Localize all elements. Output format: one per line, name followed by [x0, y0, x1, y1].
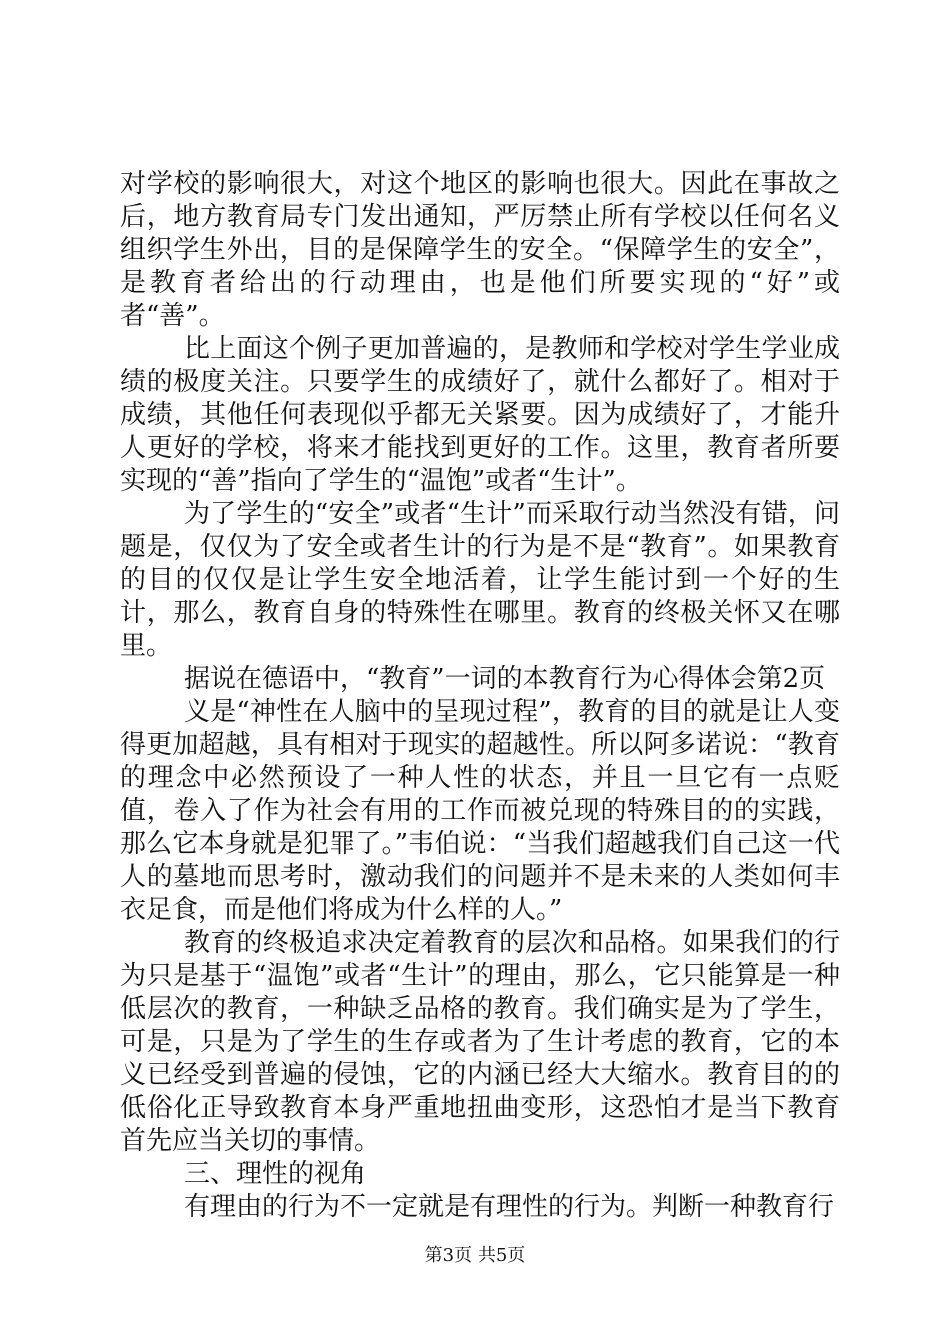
paragraph-7: 有理由的行为不一定就是有理性的行为。判断一种教育行: [184, 1192, 835, 1222]
paragraph-4: 据说在德语中，“教育”一词的本教育行为心得体会第2页: [184, 664, 826, 694]
page-footer: 第3页 共5页: [424, 1245, 526, 1266]
paragraph-2: 比上面这个例子更加普遍的，是教师和学校对学生学业成绩的极度关注。只要学生的成绩好了，就什么都好了。相对于成绩，其他任何表现似乎都无关紧要。因为成绩好了，才能升人更好的学校，将来才能找到更好的工作。这里，教育者所要实现的“善”指向了学生的“温饱”或者“生计”。: [120, 334, 840, 496]
paragraph-5: 义是“神性在人脑中的呈现过程”，教育的目的就是让人变得更加超越，具有相对于现实的超越性。所以阿多诺说：“教育的理念中必然预设了一种人性的状态，并且一旦它有一点贬值，卷入了作为社会有用的工作而被兑现的特殊目的的实践，那么它本身就是犯罪了。”韦伯说：“当我们超越我们自己这一代人的墓地而思考时，激动我们的问题并不是未来的人类如何丰衣足食，而是他们将成为什么样的人。”: [120, 697, 840, 925]
paragraph-1: 对学校的影响很大，对这个地区的影响也很大。因此在事故之后，地方教育局专门发出通知，严厉禁止所有学校以任何名义组织学生外出，目的是保障学生的安全。“保障学生的安全”，是教育者给出的行动理由，也是他们所要实现的“好”或者“善”。: [120, 169, 840, 331]
section-heading: 三、理性的视角: [184, 1159, 367, 1189]
paragraph-3: 为了学生的“安全”或者“生计”而采取行动当然没有错，问题是，仅仅为了安全或者生计的行为是不是“教育”。如果教育的目的仅仅是让学生安全地活着，让学生能讨到一个好的生计，那么，教育自身的特殊性在哪里。教育的终极关怀又在哪里。: [120, 499, 840, 661]
document-body: [120, 168, 840, 1224]
paragraph-6: 教育的终极追求决定着教育的层次和品格。如果我们的行为只是基于“温饱”或者“生计”的理由，那么，它只能算是一种低层次的教育，一种缺乏品格的教育。我们确实是为了学生，可是，只是为了学生的生存或者为了生计考虑的教育，它的本义已经受到普遍的侵蚀，它的内涵已经大大缩水。教育目的的低俗化正导致教育本身严重地扭曲变形，这恐怕才是当下教育首先应当关切的事情。: [120, 928, 840, 1156]
